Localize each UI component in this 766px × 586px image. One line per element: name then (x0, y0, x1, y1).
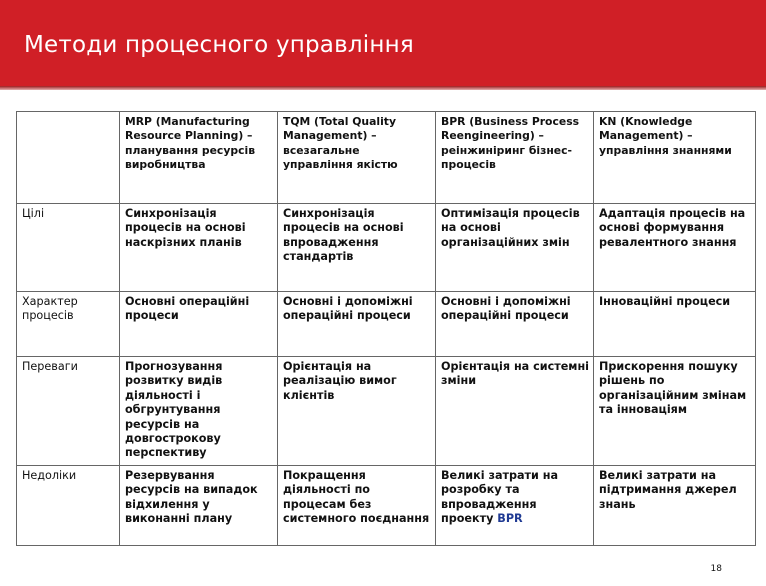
table-cell: Адаптація процесів на основі формування ревалентного знання (594, 204, 756, 292)
table-cell: Основні і допоміжні операційні процеси (278, 292, 436, 357)
table-cell: Синхронізація процесів на основі впровадження стандартів (278, 204, 436, 292)
table-cell: Синхронізація процесів на основі наскрізних планів (120, 204, 278, 292)
table-row-advantages (17, 357, 756, 466)
table-cell: Основні операційні процеси (120, 292, 278, 357)
row-header-goals: Цілі (17, 204, 120, 292)
table-cell: Великі затрати на підтримання джерел знань (594, 465, 756, 545)
methods-table (16, 111, 756, 546)
cell-text: Великі затрати на розробку та впровадження проекту (441, 468, 559, 526)
row-header-advantages: Переваги (17, 357, 120, 466)
corner-cell (17, 112, 120, 204)
table-cell-bpr-cost (436, 465, 594, 545)
column-header-kn: KN (Knowledge Management) – управління знаннями (594, 112, 756, 204)
title-bar-shadow (0, 86, 766, 90)
table-cell: Орієнтація на системні зміни (436, 357, 594, 466)
column-header-bpr: BPR (Business Process Reengineering) – реінжиніринг бізнес-процесів (436, 112, 594, 204)
table-cell: Прогнозування розвитку видів діяльності і обгрунтування ресурсів на довгострокову перспективу (120, 357, 278, 466)
row-header-disadvantages: Недоліки (17, 465, 120, 545)
table-cell: Оптимізація процесів на основі організаційних змін (436, 204, 594, 292)
row-header-process-nature: Характер процесів (17, 292, 120, 357)
table-cell: Інноваційні процеси (594, 292, 756, 357)
table-row-disadvantages (17, 465, 756, 545)
column-header-mrp: MRP (Manufacturing Resource Planning) – планування ресурсів виробництва (120, 112, 278, 204)
table-cell: Основні і допоміжні операційні процеси (436, 292, 594, 357)
table-cell: Резервування ресурсів на випадок відхилення у виконанні плану (120, 465, 278, 545)
table-cell: Покращення діяльності по процесам без системного поєднання (278, 465, 436, 545)
table-cell: Орієнтація на реалізацію вимог клієнтів (278, 357, 436, 466)
table-row-goals (17, 204, 756, 292)
page-number: 18 (710, 564, 722, 574)
bpr-abbreviation: BPR (497, 512, 523, 526)
slide-title: Методи процесного управління (24, 32, 414, 58)
table-header-row (17, 112, 756, 204)
table-row-process-nature (17, 292, 756, 357)
table-cell: Прискорення пошуку рішень по організаційним змінам та інноваціям (594, 357, 756, 466)
column-header-tqm: TQM (Total Quality Management) – всезагальне управління якістю (278, 112, 436, 204)
